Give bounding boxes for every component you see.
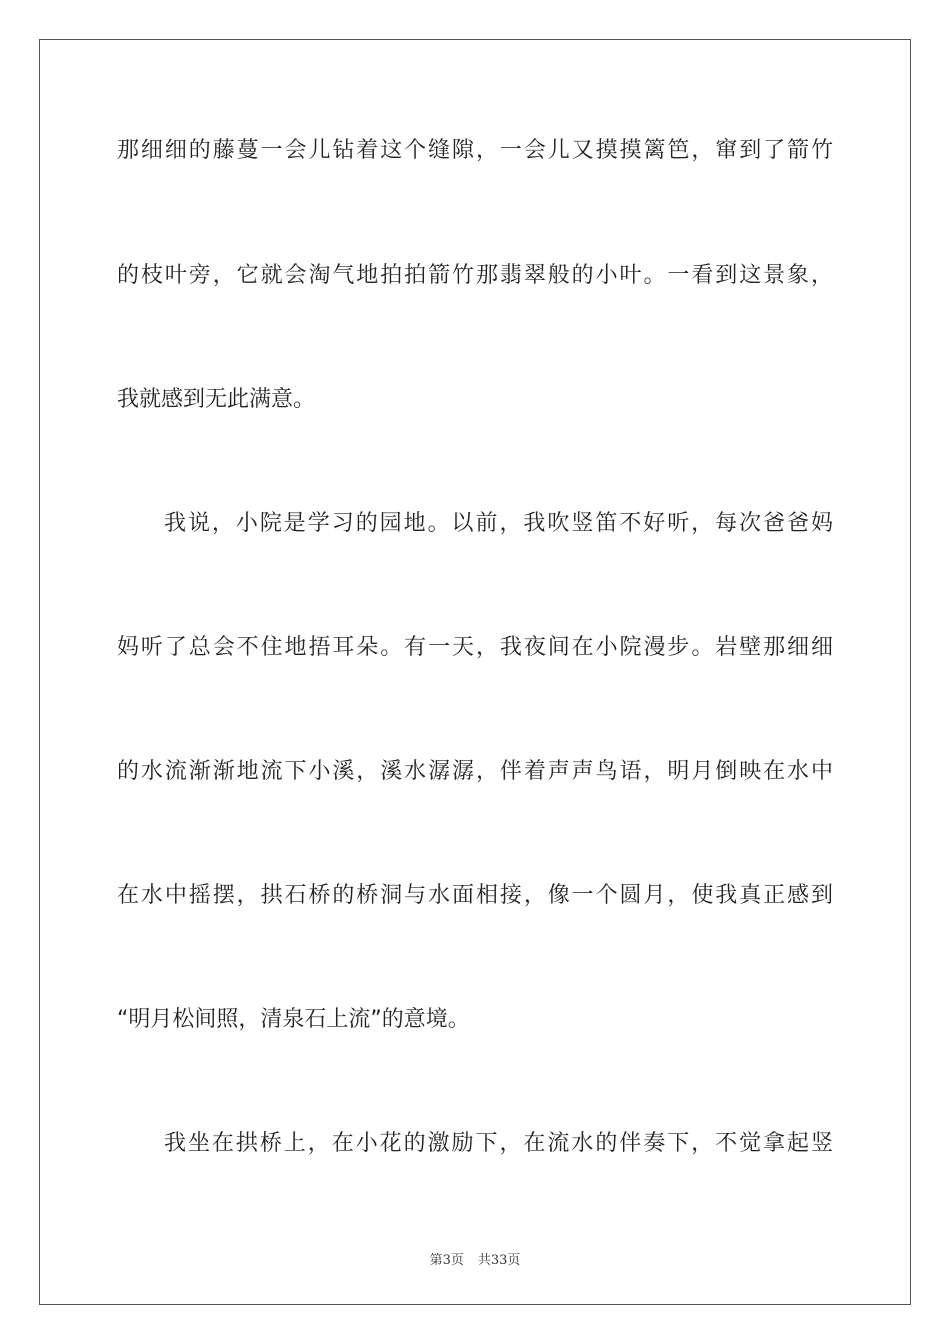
- page-footer: [0, 1249, 950, 1268]
- text-line: 妈听了总会不住地捂耳朵。有一天，我夜间在小院漫步。岩壁那细细: [117, 635, 833, 660]
- text-line: “明月松间照，清泉石上流”的意境。: [117, 1007, 470, 1032]
- paragraph-first-line: 我坐在拱桥上，在小花的激励下，在流水的伴奏下，不觉拿起竖: [164, 1131, 833, 1156]
- text-line: 在水中摇摆，拱石桥的桥洞与水面相接，像一个圆月，使我真正感到: [117, 883, 833, 908]
- text-line: 我就感到无此满意。: [117, 387, 316, 412]
- text-line: 的水流渐渐地流下小溪，溪水潺潺，伴着声声鸟语，明月倒映在水中: [117, 759, 833, 784]
- page-border: [39, 39, 911, 1305]
- text-line: 的枝叶旁，它就会淘气地拍拍箭竹那翡翠般的小叶。一看到这景象，: [117, 263, 833, 288]
- paragraph-first-line: 我说，小院是学习的园地。以前，我吹竖笛不好听，每次爸爸妈: [164, 511, 833, 536]
- page-total: 共33页: [477, 1253, 521, 1268]
- text-line: 那细细的藤蔓一会儿钻着这个缝隙，一会儿又摸摸篱笆，窜到了箭竹: [117, 138, 833, 163]
- page-number: 第3页: [429, 1253, 464, 1268]
